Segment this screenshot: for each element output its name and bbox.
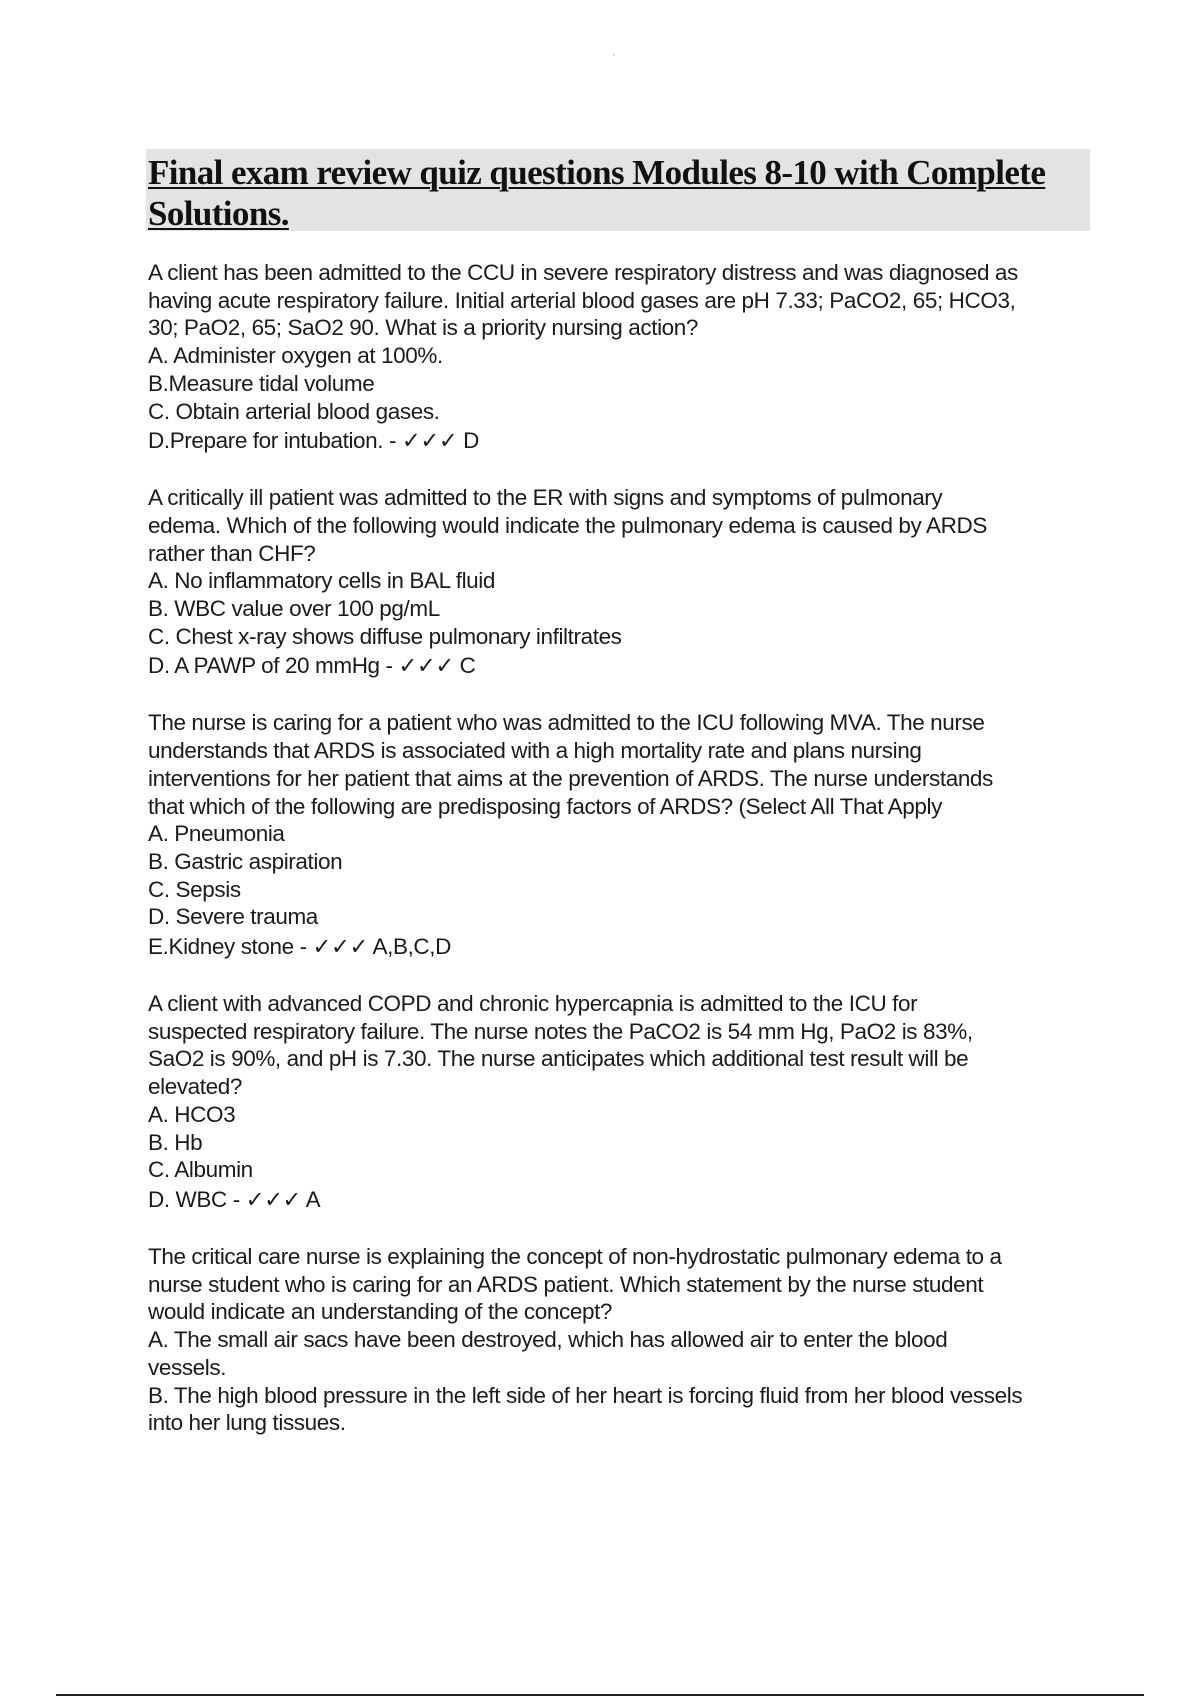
- answer-option: A. HCO3: [148, 1101, 236, 1127]
- question-stem-line: 30; PaO2, 65; SaO2 90. What is a priority nursing action?: [148, 315, 699, 341]
- answer-option: C. Obtain arterial blood gases.: [148, 398, 440, 424]
- question-block: [148, 709, 1098, 962]
- answer-option: C. Sepsis: [148, 876, 241, 902]
- answer-option: B. Hb: [148, 1129, 203, 1155]
- question-stem-line: SaO2 is 90%, and pH is 7.30. The nurse anticipates which additional test result will be: [148, 1046, 969, 1072]
- answer-option: D. Severe trauma: [148, 904, 318, 930]
- question-stem-line: A critically ill patient was admitted to the ER with signs and symptoms of pulmonary: [148, 485, 943, 511]
- answer-option: A. No inflammatory cells in BAL fluid: [148, 568, 496, 594]
- question-stem-line: A client with advanced COPD and chronic hypercapnia is admitted to the ICU for: [148, 991, 918, 1017]
- answer-option: C. Chest x-ray shows diffuse pulmonary infiltrates: [148, 623, 622, 649]
- question-block: [148, 259, 1098, 456]
- question-block: [148, 1243, 1098, 1437]
- answer-key-line: E.Kidney stone - ✓✓✓ A,B,C,D: [148, 934, 451, 960]
- question-stem-line: A client has been admitted to the CCU in severe respiratory distress and was diagnosed as: [148, 260, 1018, 285]
- question-stem-line: interventions for her patient that aims at the prevention of ARDS. The nurse understands: [148, 765, 993, 791]
- answer-option: B. Gastric aspiration: [148, 848, 343, 874]
- answer-option: A. The small air sacs have been destroyed, which has allowed air to enter the blood: [148, 1327, 948, 1353]
- question-stem-line: nurse student who is caring for an ARDS patient. Which statement by the nurse student: [148, 1271, 984, 1297]
- question-list: [148, 259, 1098, 1465]
- question-stem-line: rather than CHF?: [148, 540, 316, 566]
- document-title: Final exam review quiz questions Modules 8-10 with Complete Solutions.: [148, 153, 1046, 233]
- question-block: [148, 484, 1098, 681]
- answer-key-line: D. A PAWP of 20 mmHg - ✓✓✓ C: [148, 653, 476, 679]
- scan-speck: [613, 54, 615, 56]
- answer-option: A. Administer oxygen at 100%.: [148, 343, 443, 369]
- answer-option: B.Measure tidal volume: [148, 370, 375, 396]
- question-stem-line: The critical care nurse is explaining the concept of non-hydrostatic pulmonary edema to a: [148, 1243, 1002, 1269]
- answer-option: B. WBC value over 100 pg/mL: [148, 596, 440, 622]
- answer-key-line: D.Prepare for intubation. - ✓✓✓ D: [148, 428, 479, 454]
- answer-option: vessels.: [148, 1354, 227, 1380]
- answer-option: into her lung tissues.: [148, 1410, 346, 1436]
- question-stem-line: that which of the following are predisposing factors of ARDS? (Select All That Apply: [148, 793, 942, 819]
- footer-rule: [56, 1694, 1144, 1696]
- question-stem-line: having acute respiratory failure. Initial arterial blood gases are pH 7.33; PaCO2, 65; HCO3,: [148, 287, 1016, 313]
- answer-key-line: D. WBC - ✓✓✓ A: [148, 1186, 321, 1212]
- question-stem-line: suspected respiratory failure. The nurse notes the PaCO2 is 54 mm Hg, PaO2 is 83%,: [148, 1018, 973, 1044]
- answer-option: A. Pneumonia: [148, 821, 285, 847]
- title-banner: [146, 149, 1090, 231]
- question-stem-line: would indicate an understanding of the concept?: [148, 1299, 613, 1325]
- question-stem-line: elevated?: [148, 1074, 242, 1100]
- answer-option: B. The high blood pressure in the left side of her heart is forcing fluid from her blood vessels: [148, 1382, 1023, 1408]
- answer-option: C. Albumin: [148, 1157, 253, 1183]
- question-stem-line: understands that ARDS is associated with a high mortality rate and plans nursing: [148, 738, 922, 764]
- question-block: [148, 990, 1098, 1215]
- question-stem-line: edema. Which of the following would indicate the pulmonary edema is caused by ARDS: [148, 512, 987, 538]
- question-stem-line: The nurse is caring for a patient who was admitted to the ICU following MVA. The nurse: [148, 710, 985, 736]
